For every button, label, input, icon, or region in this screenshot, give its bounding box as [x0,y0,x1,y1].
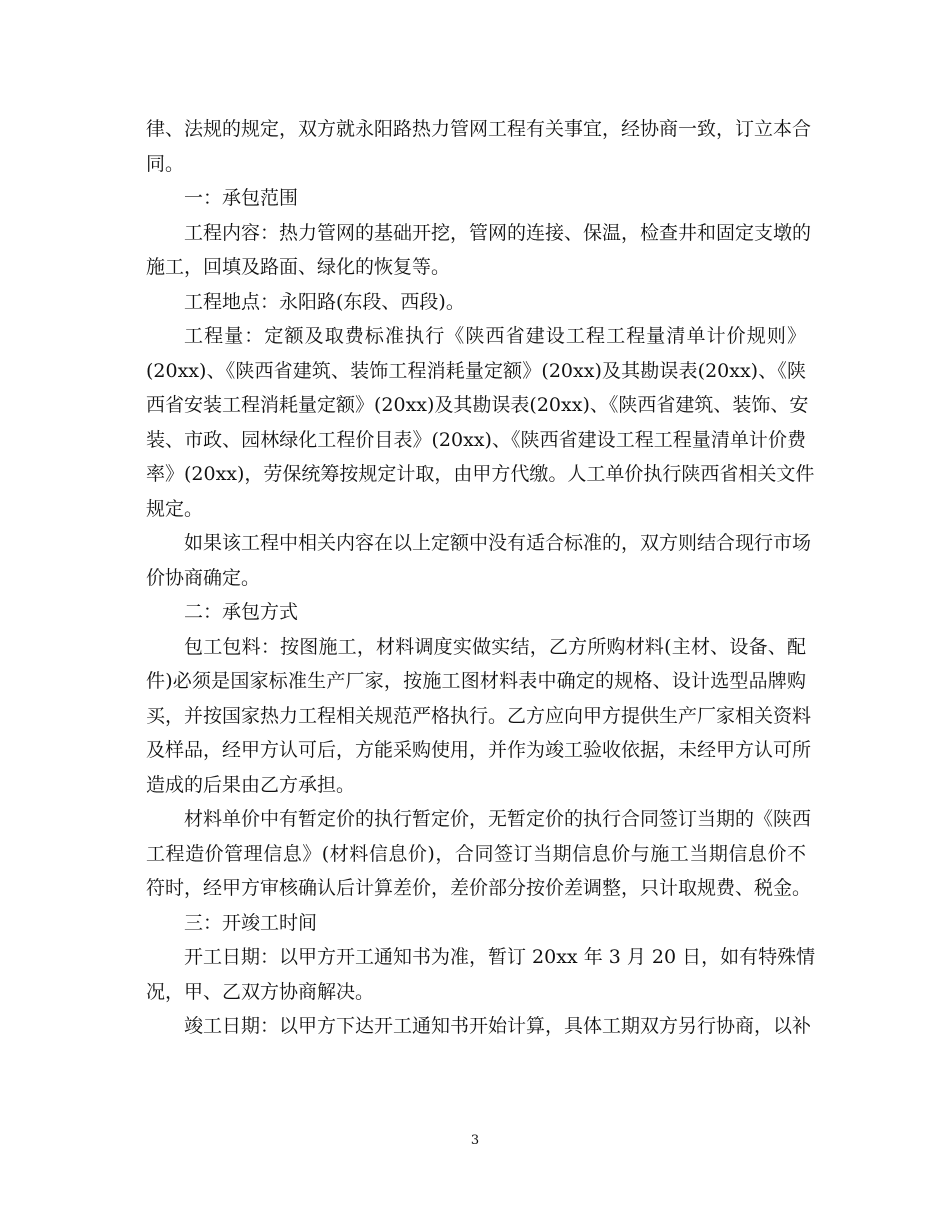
text-line: 律、法规的规定，双方就永阳路热力管网工程有关事宜，经协商一致，订立本合 [146,118,812,140]
text-line: 率》(20xx)，劳保统筹按规定计取，由甲方代缴。人工单价执行陕西省相关文件 [146,463,815,485]
text-line: 及样品，经甲方认可后，方能采购使用，并作为竣工验收依据，未经甲方认可所 [146,739,812,761]
text-line: 西省安装工程消耗量定额》(20xx)及其勘误表(20xx)、《陕西省建筑、装饰、安 [146,394,809,416]
text-line: (20xx)、《陕西省建筑、装饰工程消耗量定额》(20xx)及其勘误表(20xx)、《陕 [146,359,806,382]
text-line: 装、市政、园林绿化工程价目表》(20xx)、《陕西省建设工程工程量清单计价费 [146,428,806,451]
section-heading: 三：开竣工时间 [184,911,318,934]
text-line: 买，并按国家热力工程相关规范严格执行。乙方应向甲方提供生产厂家相关资料 [146,704,812,727]
text-line: 施工，回填及路面、绿化的恢复等。 [146,256,451,278]
text-line: 工程内容：热力管网的基础开挖，管网的连接、保温，检查井和固定支墩的 [184,221,812,244]
text-line: 包工包料：按图施工，材料调度实做实结，乙方所购材料(主材、设备、配 [184,635,806,658]
text-line: 如果该工程中相关内容在以上定额中没有适合标准的，双方则结合现行市场 [184,532,812,554]
text-line: 工程量：定额及取费标准执行《陕西省建设工程工程量清单计价规则》 [184,325,806,347]
page-number: 3 [470,1133,480,1148]
text-line: 工程造价管理信息》(材料信息价)，合同签订当期信息价与施工当期信息价不 [146,842,806,865]
section-heading: 一：承包范围 [184,187,299,209]
section-heading: 二：承包方式 [184,601,299,623]
text-line: 规定。 [146,497,204,520]
document-body [146,112,816,1044]
text-line: 竣工日期：以甲方下达开工通知书开始计算，具体工期双方另行协商，以补 [184,1015,812,1037]
text-line: 开工日期：以甲方开工通知书为准，暂订 20xx 年 3 月 20 日，如有特殊情 [184,946,816,968]
text-line: 况，甲、乙双方协商解决。 [146,980,375,1003]
text-line: 同。 [146,152,185,175]
text-line: 工程地点：永阳路(东段、西段)。 [184,290,465,313]
text-line: 价协商确定。 [146,566,261,589]
text-line: 件)必须是国家标准生产厂家，按施工图材料表中确定的规格、设计选型品牌购 [146,670,806,692]
text-line: 符时，经甲方审核确认后计算差价，差价部分按价差调整，只计取规费、税金。 [146,877,812,899]
text-line: 造成的后果由乙方承担。 [146,773,356,796]
text-line: 材料单价中有暂定价的执行暂定价，无暂定价的执行合同签订当期的《陕西 [184,808,812,830]
